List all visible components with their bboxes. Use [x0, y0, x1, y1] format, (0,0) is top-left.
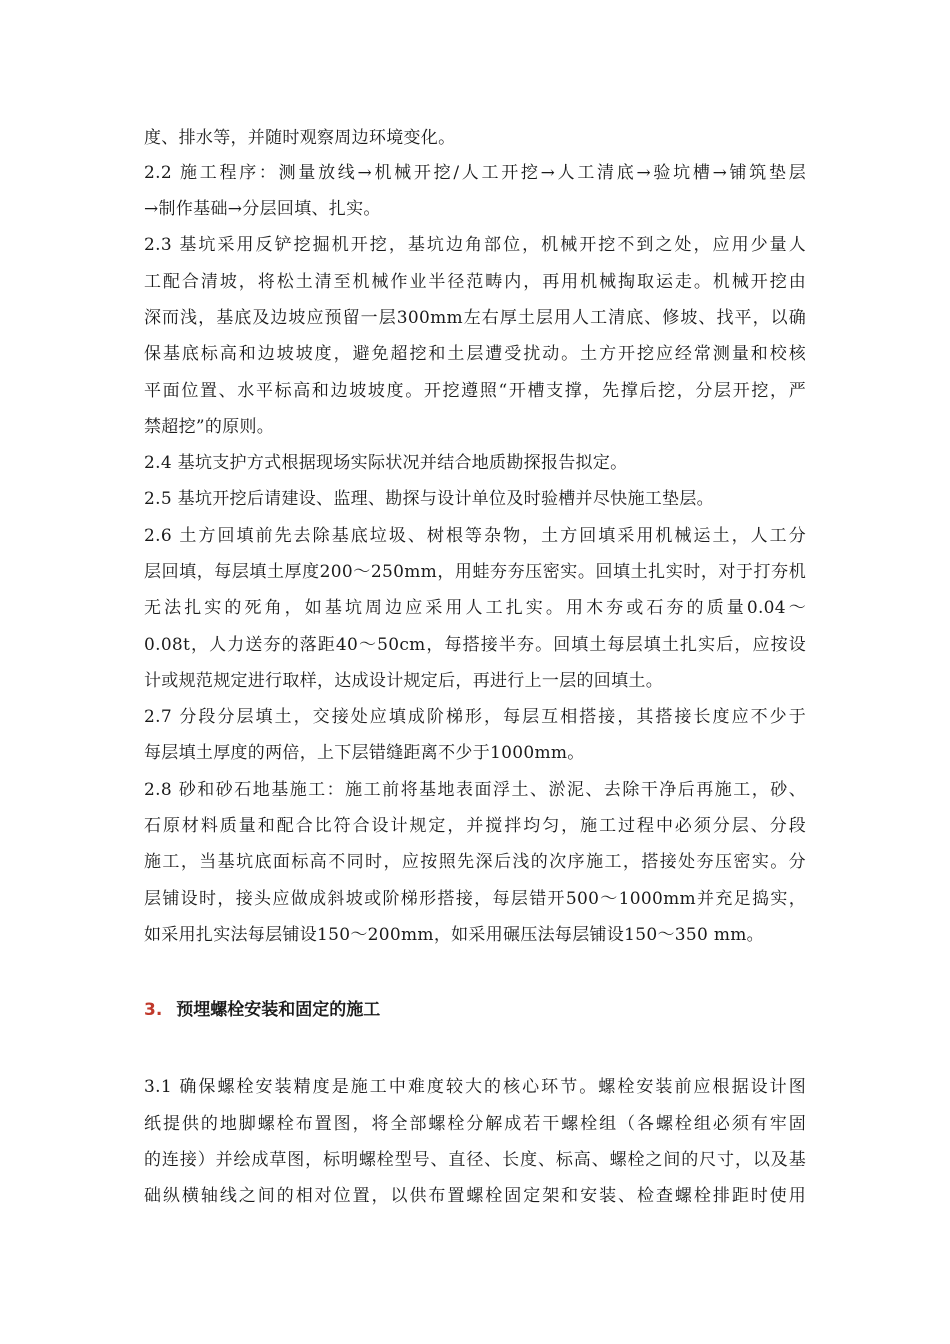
paragraph-line: 础纵横轴线之间的相对位置，以供布置螺栓固定架和安装、检查螺栓排距时使用 [144, 1186, 806, 1206]
paragraph-line: 2.8 砂和砂石地基施工：施工前将基地表面浮土、淤泥、去除干净后再施工，砂、 [144, 780, 806, 800]
paragraph-line: 2.2 施工程序：测量放线→机械开挖/人工开挖→人工清底→验坑槽→铺筑垫层 [144, 163, 806, 183]
paragraph-line: 2.3 基坑采用反铲挖掘机开挖，基坑边角部位，机械开挖不到之处，应用少量人 [144, 235, 806, 255]
paragraph-line: 2.5 基坑开挖后请建设、监理、勘探与设计单位及时验槽并尽快施工垫层。 [144, 489, 714, 509]
paragraph-line: 3.1 确保螺栓安装精度是施工中难度较大的核心环节。螺栓安装前应根据设计图 [144, 1077, 806, 1097]
paragraph-line: 度、排水等，并随时观察周边环境变化。 [144, 128, 456, 148]
paragraph-line: 纸提供的地脚螺栓布置图，将全部螺栓分解成若干螺栓组（各螺栓组必须有牢固 [144, 1114, 806, 1134]
paragraph-line: →制作基础→分层回填、扎实。 [144, 199, 381, 219]
paragraph-line: 2.6 土方回填前先去除基底垃圾、树根等杂物，土方回填采用机械运土，人工分 [144, 526, 806, 546]
paragraph-line: 工配合清坡，将松土清至机械作业半径范畴内，再用机械掏取运走。机械开挖由 [144, 272, 806, 292]
section-number: 3. [144, 1000, 163, 1020]
paragraph-line: 2.7 分段分层填土，交接处应填成阶梯形，每层互相搭接，其搭接长度应不少于 [144, 707, 806, 727]
paragraph-line: 深而浅，基底及边坡应预留一层300mm左右厚土层用人工清底、修坡、找平，以确 [144, 308, 806, 328]
paragraph-line: 0.08t，人力送夯的落距40～50cm，每搭接半夯。回填土每层填土扎实后，应按设 [144, 635, 806, 655]
paragraph-line: 层铺设时，接头应做成斜坡或阶梯形搭接，每层错开500～1000mm并充足捣实， [144, 889, 806, 909]
section-title: 预埋螺栓安装和固定的施工 [176, 1000, 381, 1020]
paragraph-line: 平面位置、水平标高和边坡坡度。开挖遵照“开槽支撑，先撑后挖，分层开挖，严 [144, 381, 806, 401]
paragraph-line: 禁超挖”的原则。 [144, 417, 275, 437]
paragraph-line: 保基底标高和边坡坡度，避免超挖和土层遭受扰动。土方开挖应经常测量和校核 [144, 344, 806, 364]
paragraph-line: 如采用扎实法每层铺设150～200mm，如采用碾压法每层铺设150～350 mm。 [144, 925, 764, 945]
section-heading [144, 998, 380, 1022]
paragraph-line: 每层填土厚度的两倍，上下层错缝距离不少于1000mm。 [144, 743, 585, 763]
paragraph-line: 层回填，每层填土厚度200～250mm，用蛙夯夯压密实。回填土扎实时，对于打夯机 [144, 562, 806, 582]
paragraph-line: 2.4 基坑支护方式根据现场实际状况并结合地质勘探报告拟定。 [144, 453, 628, 473]
paragraph-line: 施工，当基坑底面标高不同时，应按照先深后浅的次序施工，搭接处夯压密实。分 [144, 852, 806, 872]
paragraph-line: 的连接）并绘成草图，标明螺栓型号、直径、长度、标高、螺栓之间的尺寸，以及基 [144, 1150, 806, 1170]
paragraph-line: 计或规范规定进行取样，达成设计规定后，再进行上一层的回填土。 [144, 671, 663, 691]
paragraph-line: 石原材料质量和配合比符合设计规定，并搅拌均匀，施工过程中必须分层、分段 [144, 816, 806, 836]
paragraph-line: 无法扎实的死角，如基坑周边应采用人工扎实。用木夯或石夯的质量0.04～ [144, 598, 806, 618]
